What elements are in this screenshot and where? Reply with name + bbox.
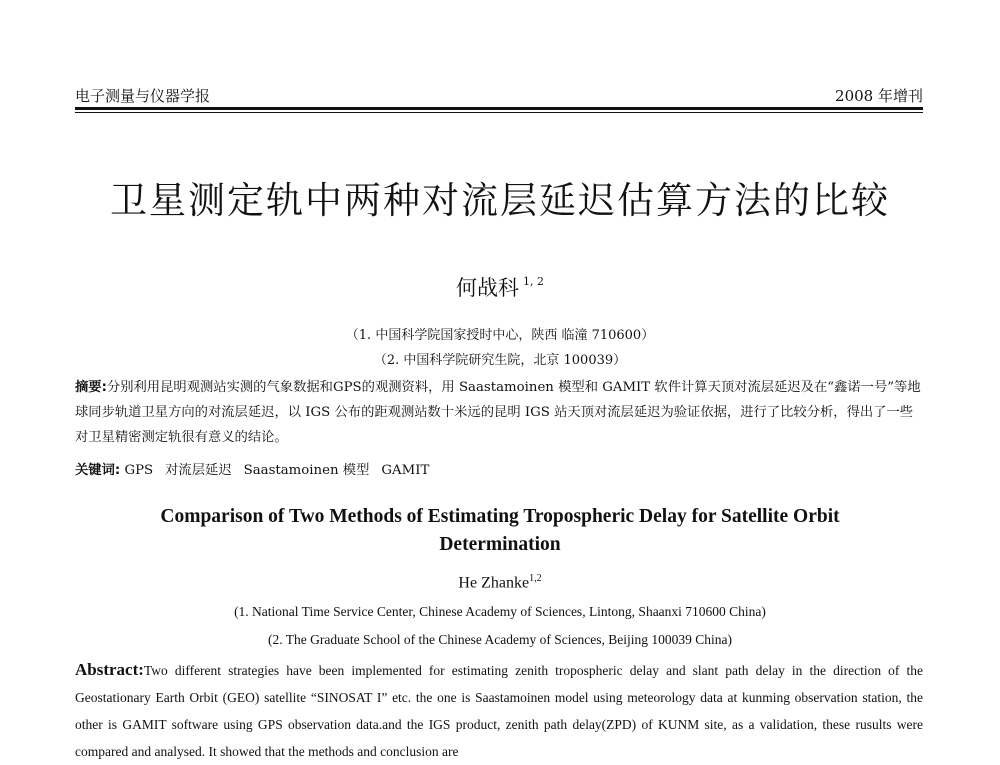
affiliation-english-2: (2. The Graduate School of the Chinese Academy of Sciences, Beijing 100039 China) [268, 632, 732, 647]
journal-name: 电子测量与仪器学报 [75, 87, 211, 105]
abstract-english-text: Two different strategies have been implemented for estimating zenith tropospheric delay and slant path delay in the direction of the Geostationary Earth Orbit (GEO) satellite “SINOSAT I” etc. the one is Saastamoinen model using meteorology data at kunming observation station, the other is GAMIT software using GPS observation data.and the IGS product, zenith path delay(ZPD) of KUNM site, as a validation, these rusults were compared and analysed. It showed that the methods and conclusion are [75, 663, 923, 759]
abstract-english-label: Abstract: [75, 660, 144, 679]
author-chinese [0, 272, 1000, 302]
abstract-chinese [75, 375, 923, 450]
author-name-english: He Zhanke [458, 574, 530, 592]
affiliation-chinese-2: （2. 中国科学院研究生院，北京 100039） [373, 353, 627, 368]
keyword: GAMIT [381, 463, 430, 478]
author-affiliation-sup-chinese: 1, 2 [523, 275, 544, 288]
abstract-english [75, 656, 923, 765]
abstract-chinese-label: 摘要: [75, 380, 107, 395]
running-header [75, 83, 923, 107]
title-chinese: 卫星测定轨中两种对流层延迟估算方法的比较 [110, 179, 890, 222]
title-english: Comparison of Two Methods of Estimating Tropospheric Delay for Satellite Orbit Determination [160, 506, 840, 555]
header-rule-thin [75, 112, 923, 113]
keyword: GPS [124, 463, 154, 478]
affiliation-chinese-1: （1. 中国科学院国家授时中心，陕西 临潼 710600） [345, 328, 655, 343]
issue-label: 2008 年增刊 [835, 87, 923, 105]
keyword: Saastamoinen 模型 [243, 463, 370, 478]
abstract-chinese-text: 分别利用昆明观测站实测的气象数据和GPS的观测资料，用 Saastamoinen 模型和 GAMIT 软件计算天顶对流层延迟及在“鑫诺一号”等地球同步轨道卫星方向的对流层延迟，以 IGS 公布的距观测站数十米远的昆明 IGS 站天顶对流层延迟为验证依据，进行了比较分析，得出了一些对卫星精密测定轨很有意义的结论。 [75, 380, 921, 445]
keyword: 对流层延迟 [165, 463, 232, 478]
author-name-chinese: 何战科 [456, 276, 519, 300]
author-english [0, 573, 1000, 592]
header-rule-thick [75, 107, 923, 110]
affiliation-english-1: (1. National Time Service Center, Chinese Academy of Sciences, Lintong, Shaanxi 710600 China) [234, 604, 766, 619]
keywords-chinese [75, 459, 923, 478]
author-affiliation-sup-english: 1,2 [529, 573, 542, 584]
keywords-label: 关键词: [75, 463, 121, 478]
